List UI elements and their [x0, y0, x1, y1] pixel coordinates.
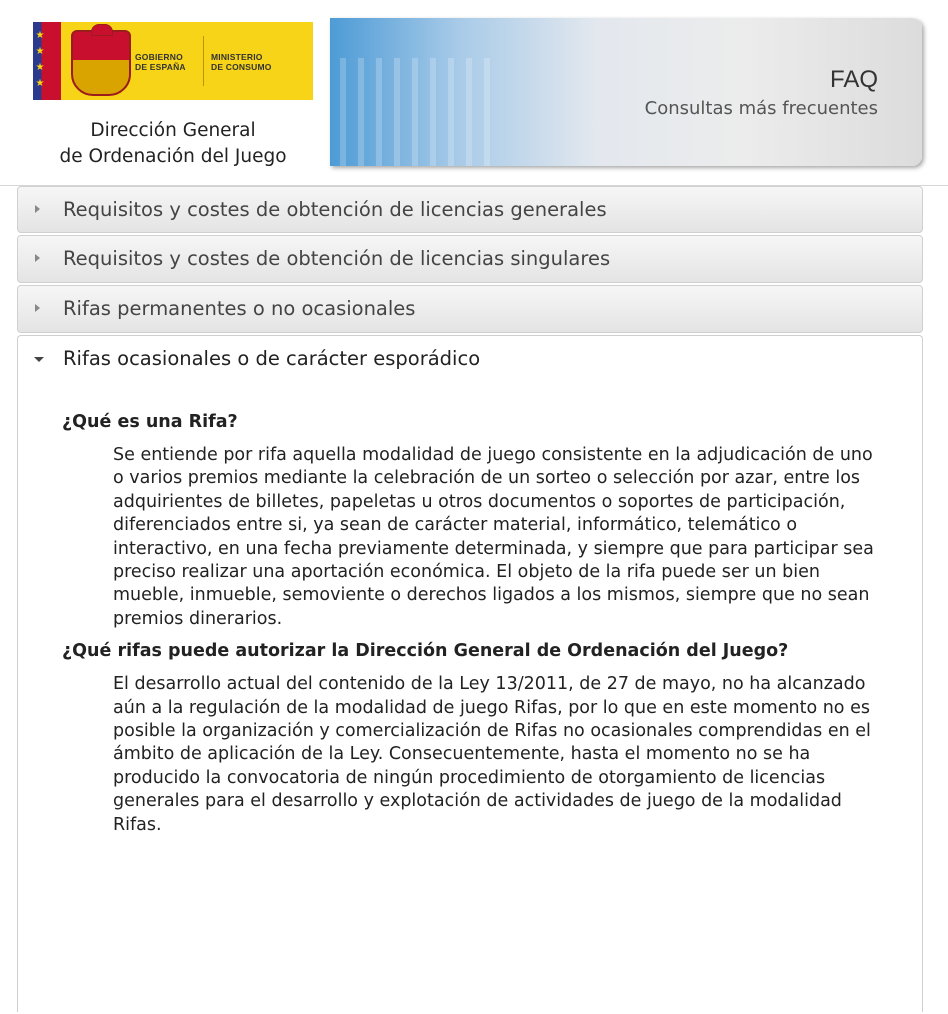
faq-banner [330, 18, 922, 166]
page-title: FAQ [829, 66, 878, 93]
government-logo[interactable] [33, 22, 313, 100]
chevron-right-icon [35, 205, 40, 213]
accordion-item [17, 186, 923, 233]
accordion-item [17, 285, 923, 333]
accordion-header-licencias-singulares[interactable] [18, 236, 922, 282]
chevron-right-icon [35, 304, 40, 312]
site-header [0, 0, 948, 186]
faq-accordion [17, 186, 923, 1014]
building-image [340, 58, 500, 166]
chevron-down-icon [34, 357, 44, 362]
accordion-header-licencias-generales[interactable] [18, 187, 922, 232]
accordion-item-open [17, 335, 923, 1012]
faq-question: ¿Qué es una Rifa? [62, 412, 238, 432]
accordion-header-rifas-ocasionales[interactable] [18, 336, 922, 382]
flag-strip [33, 22, 61, 100]
accordion-label: Requisitos y costes de obtención de licencias singulares [63, 247, 611, 270]
accordion-label: Requisitos y costes de obtención de licencias generales [63, 198, 607, 221]
directorate-name: Dirección General de Ordenación del Juego [59, 120, 287, 167]
faq-answer: El desarrollo actual del contenido de la Ley 13/2011, de 27 de mayo, no ha alcanzado aún a la regulación de la modalidad de juego Rifas, por lo que en este momento no es posible la organización y comercialización de Rifas no ocasionales comprendidas en el ámbito de aplicación de la Ley. Consecuentemente, hasta el momento no se ha producido la convocatoria de ningún procedimiento de otorgamiento de licencias generales para el desarrollo y explotación de actividades de juego de la modalidad Rifas. [113, 674, 871, 835]
accordion-item [17, 235, 923, 283]
accordion-label: Rifas ocasionales o de carácter esporádico [63, 347, 481, 370]
chevron-right-icon [35, 254, 40, 262]
faq-answer: Se entiende por rifa aquella modalidad de juego consistente en la adjudicación de uno o varios premios mediante la celebración de un sorteo o selección por azar, entre los adquirientes de billetes, papeletas u otros documentos o soportes de participación, diferenciados entre si, ya sean de carácter material, informático, telemático o interactivo, en una fecha previamente determinada, y siempre que para participar sea preciso realizar una aportación económica. El objeto de la rifa puede ser un bien mueble, inmueble, semoviente o derechos ligados a los mismos, siempre que no sean premios dinerarios. [113, 445, 874, 629]
accordion-label: Rifas permanentes o no ocasionales [63, 297, 416, 320]
faq-question: ¿Qué rifas puede autorizar la Dirección General de Ordenación del Juego? [62, 641, 789, 662]
stars-icon: ★ ★ ★ ★ [35, 30, 45, 89]
ministry-label: MINISTERIO DE CONSUMO [211, 52, 272, 72]
coat-of-arms-icon [71, 30, 131, 96]
logo-divider [203, 36, 204, 86]
page-subtitle: Consultas más frecuentes [644, 98, 878, 119]
government-label: GOBIERNO DE ESPAÑA [135, 52, 186, 72]
accordion-content [18, 382, 922, 1012]
accordion-header-rifas-permanentes[interactable] [18, 286, 922, 332]
